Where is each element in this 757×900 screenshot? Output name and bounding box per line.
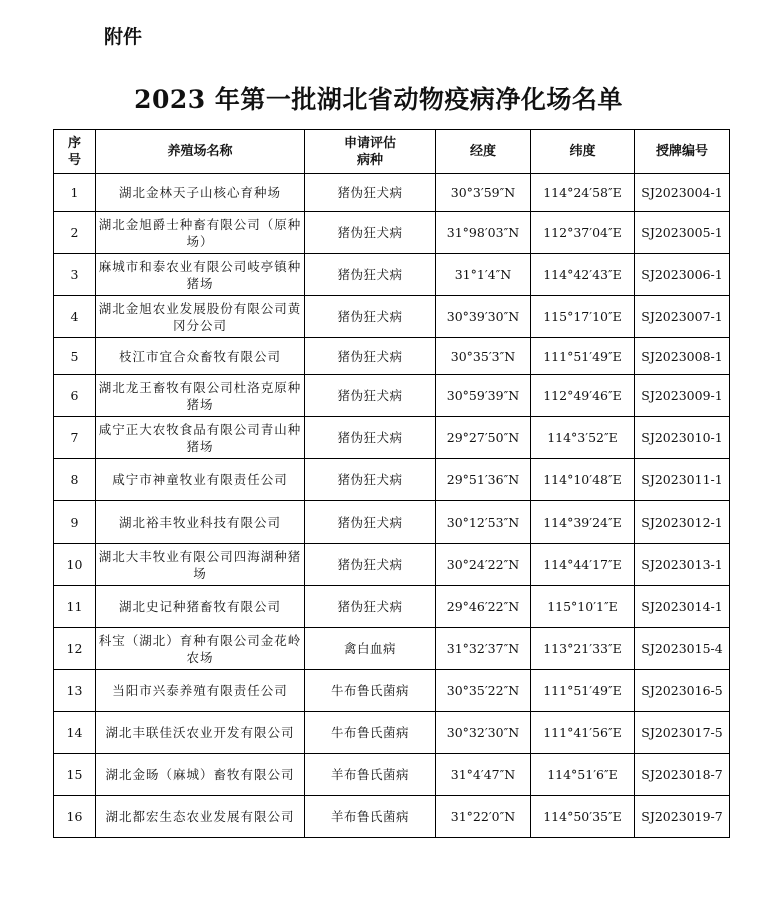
table-row <box>54 754 730 796</box>
disease-cell: 猪伪狂犬病 <box>305 586 436 628</box>
longitude-cell: 111°41′56″E <box>531 712 635 754</box>
farm-name-cell: 湖北都宏生态农业发展有限公司 <box>96 796 305 838</box>
license-code-cell: SJ2023006-1 <box>635 254 730 296</box>
disease-cell: 禽白血病 <box>305 628 436 670</box>
license-code-cell: SJ2023010-1 <box>635 417 730 459</box>
latitude-cell: 30°35′22″N <box>436 670 531 712</box>
table-row <box>54 712 730 754</box>
farm-name-cell: 枝江市宜合众畜牧有限公司 <box>96 338 305 375</box>
longitude-cell: 114°44′17″E <box>531 544 635 586</box>
table-row <box>54 628 730 670</box>
row-index: 9 <box>54 501 96 544</box>
farm-name-cell: 湖北金林天子山核心育种场 <box>96 174 305 212</box>
longitude-cell: 114°10′48″E <box>531 459 635 501</box>
col-header-index-text: 序号 <box>67 135 81 168</box>
col-header-latitude: 经度 <box>436 130 531 174</box>
disease-cell: 牛布鲁氏菌病 <box>305 670 436 712</box>
attachment-label: 附件 <box>104 26 143 48</box>
row-index: 6 <box>54 375 96 417</box>
col-header-index <box>54 130 96 174</box>
longitude-cell: 115°17′10″E <box>531 296 635 338</box>
row-index: 8 <box>54 459 96 501</box>
longitude-cell: 114°39′24″E <box>531 501 635 544</box>
row-index: 11 <box>54 586 96 628</box>
disease-cell: 猪伪狂犬病 <box>305 417 436 459</box>
latitude-cell: 29°27′50″N <box>436 417 531 459</box>
latitude-cell: 30°39′30″N <box>436 296 531 338</box>
farm-name-cell: 咸宁正大农牧食品有限公司青山种猪场 <box>96 417 305 459</box>
farm-list-table <box>53 129 730 838</box>
longitude-cell: 111°51′49″E <box>531 670 635 712</box>
license-code-cell: SJ2023008-1 <box>635 338 730 375</box>
row-index: 14 <box>54 712 96 754</box>
table-row <box>54 375 730 417</box>
longitude-cell: 115°10′1″E <box>531 586 635 628</box>
row-index: 12 <box>54 628 96 670</box>
license-code-cell: SJ2023007-1 <box>635 296 730 338</box>
disease-cell: 猪伪狂犬病 <box>305 459 436 501</box>
row-index: 13 <box>54 670 96 712</box>
farm-name-cell: 湖北裕丰牧业科技有限公司 <box>96 501 305 544</box>
table-row <box>54 796 730 838</box>
row-index: 10 <box>54 544 96 586</box>
table-row <box>54 544 730 586</box>
col-header-farm-name: 养殖场名称 <box>96 130 305 174</box>
row-index: 7 <box>54 417 96 459</box>
farm-name-cell: 麻城市和泰农业有限公司岐亭镇种猪场 <box>96 254 305 296</box>
license-code-cell: SJ2023014-1 <box>635 586 730 628</box>
license-code-cell: SJ2023013-1 <box>635 544 730 586</box>
row-index: 2 <box>54 212 96 254</box>
license-code-cell: SJ2023005-1 <box>635 212 730 254</box>
disease-cell: 羊布鲁氏菌病 <box>305 796 436 838</box>
license-code-cell: SJ2023011-1 <box>635 459 730 501</box>
latitude-cell: 31°32′37″N <box>436 628 531 670</box>
latitude-cell: 30°32′30″N <box>436 712 531 754</box>
table-row <box>54 417 730 459</box>
disease-cell: 牛布鲁氏菌病 <box>305 712 436 754</box>
table-row <box>54 296 730 338</box>
latitude-cell: 30°59′39″N <box>436 375 531 417</box>
row-index: 3 <box>54 254 96 296</box>
farm-name-cell: 湖北史记种猪畜牧有限公司 <box>96 586 305 628</box>
farm-name-cell: 湖北丰联佳沃农业开发有限公司 <box>96 712 305 754</box>
table-row <box>54 501 730 544</box>
license-code-cell: SJ2023017-5 <box>635 712 730 754</box>
disease-cell: 猪伪狂犬病 <box>305 338 436 375</box>
latitude-cell: 31°98′03″N <box>436 212 531 254</box>
longitude-cell: 113°21′33″E <box>531 628 635 670</box>
longitude-cell: 112°49′46″E <box>531 375 635 417</box>
disease-cell: 猪伪狂犬病 <box>305 254 436 296</box>
table-row <box>54 212 730 254</box>
table-header-row <box>54 130 730 174</box>
longitude-cell: 112°37′04″E <box>531 212 635 254</box>
longitude-cell: 114°3′52″E <box>531 417 635 459</box>
row-index: 5 <box>54 338 96 375</box>
latitude-cell: 29°46′22″N <box>436 586 531 628</box>
latitude-cell: 31°1′4″N <box>436 254 531 296</box>
farm-name-cell: 科宝（湖北）育种有限公司金花岭农场 <box>96 628 305 670</box>
license-code-cell: SJ2023015-4 <box>635 628 730 670</box>
table-row <box>54 338 730 375</box>
document-title: 2023 年第一批湖北省动物疫病净化场名单 <box>134 85 623 114</box>
table-row <box>54 459 730 501</box>
latitude-cell: 30°24′22″N <box>436 544 531 586</box>
disease-cell: 猪伪狂犬病 <box>305 296 436 338</box>
latitude-cell: 29°51′36″N <box>436 459 531 501</box>
license-code-cell: SJ2023019-7 <box>635 796 730 838</box>
disease-cell: 猪伪狂犬病 <box>305 375 436 417</box>
latitude-cell: 30°12′53″N <box>436 501 531 544</box>
longitude-cell: 114°24′58″E <box>531 174 635 212</box>
farm-name-cell: 湖北金旭农业发展股份有限公司黄冈分公司 <box>96 296 305 338</box>
col-header-disease-text: 申请评估病种 <box>343 135 396 168</box>
table-row <box>54 254 730 296</box>
farm-name-cell: 湖北金旸（麻城）畜牧有限公司 <box>96 754 305 796</box>
row-index: 1 <box>54 174 96 212</box>
farm-name-cell: 湖北金旭爵士种畜有限公司（原种场） <box>96 212 305 254</box>
table-row <box>54 174 730 212</box>
license-code-cell: SJ2023018-7 <box>635 754 730 796</box>
col-header-license-code: 授牌编号 <box>635 130 730 174</box>
license-code-cell: SJ2023016-5 <box>635 670 730 712</box>
longitude-cell: 114°42′43″E <box>531 254 635 296</box>
license-code-cell: SJ2023004-1 <box>635 174 730 212</box>
longitude-cell: 114°51′6″E <box>531 754 635 796</box>
license-code-cell: SJ2023012-1 <box>635 501 730 544</box>
disease-cell: 猪伪狂犬病 <box>305 212 436 254</box>
disease-cell: 猪伪狂犬病 <box>305 501 436 544</box>
row-index: 16 <box>54 796 96 838</box>
latitude-cell: 30°3′59″N <box>436 174 531 212</box>
disease-cell: 猪伪狂犬病 <box>305 174 436 212</box>
latitude-cell: 30°35′3″N <box>436 338 531 375</box>
license-code-cell: SJ2023009-1 <box>635 375 730 417</box>
longitude-cell: 111°51′49″E <box>531 338 635 375</box>
farm-name-cell: 当阳市兴泰养殖有限责任公司 <box>96 670 305 712</box>
col-header-longitude: 纬度 <box>531 130 635 174</box>
row-index: 15 <box>54 754 96 796</box>
row-index: 4 <box>54 296 96 338</box>
longitude-cell: 114°50′35″E <box>531 796 635 838</box>
disease-cell: 猪伪狂犬病 <box>305 544 436 586</box>
latitude-cell: 31°22′0″N <box>436 796 531 838</box>
farm-name-cell: 湖北大丰牧业有限公司四海湖种猪场 <box>96 544 305 586</box>
farm-name-cell: 湖北龙王畜牧有限公司杜洛克原种猪场 <box>96 375 305 417</box>
farm-name-cell: 咸宁市神童牧业有限责任公司 <box>96 459 305 501</box>
table-row <box>54 670 730 712</box>
table-row <box>54 586 730 628</box>
col-header-disease <box>305 130 436 174</box>
latitude-cell: 31°4′47″N <box>436 754 531 796</box>
disease-cell: 羊布鲁氏菌病 <box>305 754 436 796</box>
